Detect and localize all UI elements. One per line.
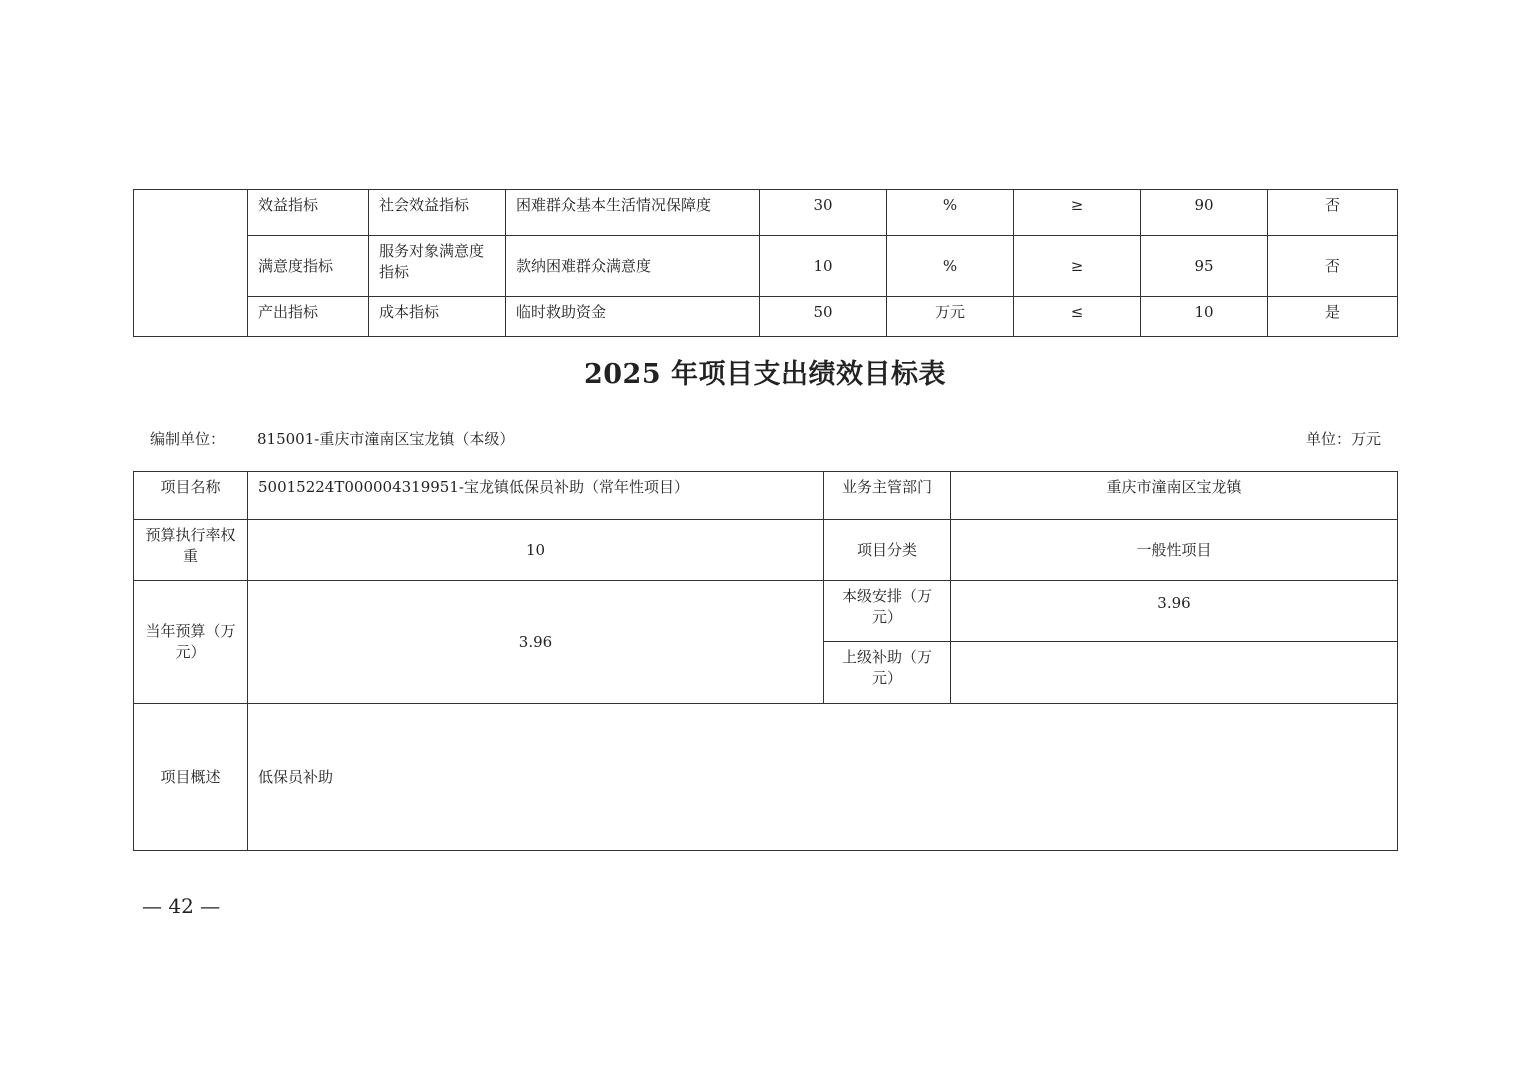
indicator-level2: 服务对象满意度指标 — [369, 236, 506, 297]
indicator-target: 95 — [1141, 236, 1268, 297]
project-row — [134, 704, 1398, 851]
indicator-level3: 困难群众基本生活情况保障度 — [506, 190, 760, 236]
dept-value: 重庆市潼南区宝龙镇 — [951, 472, 1398, 520]
indicator-level1: 效益指标 — [248, 190, 369, 236]
category-label: 项目分类 — [824, 520, 951, 581]
overview-label: 项目概述 — [134, 704, 248, 851]
project-row — [134, 581, 1398, 642]
indicator-weight: 10 — [760, 236, 887, 297]
indicator-level3: 临时救助资金 — [506, 297, 760, 337]
compiling-unit-label: 编制单位： — [150, 430, 226, 448]
compiling-unit-value: 815001-重庆市潼南区宝龙镇（本级） — [257, 430, 515, 448]
weight-value: 10 — [248, 520, 824, 581]
indicator-core-flag: 是 — [1268, 297, 1398, 337]
page-title: 2025 年项目支出绩效目标表 — [583, 359, 947, 390]
budget-label: 当年预算（万元） — [134, 581, 248, 704]
indicator-row — [134, 297, 1398, 337]
blank-cell — [134, 190, 248, 337]
indicator-level1: 产出指标 — [248, 297, 369, 337]
indicator-operator: ≤ — [1014, 297, 1141, 337]
category-value: 一般性项目 — [951, 520, 1398, 581]
dept-label: 业务主管部门 — [824, 472, 951, 520]
indicator-level1: 满意度指标 — [248, 236, 369, 297]
upper-subsidy-label: 上级补助（万元） — [824, 642, 951, 704]
indicator-level2: 成本指标 — [369, 297, 506, 337]
indicator-table — [133, 189, 1398, 337]
indicator-row — [134, 190, 1398, 236]
upper-subsidy-value — [951, 642, 1398, 704]
local-arrangement-label: 本级安排（万元） — [824, 581, 951, 642]
indicator-target: 90 — [1141, 190, 1268, 236]
local-arrangement-value: 3.96 — [951, 581, 1398, 642]
project-row — [134, 472, 1398, 520]
weight-label: 预算执行率权重 — [134, 520, 248, 581]
indicator-unit: % — [887, 190, 1014, 236]
indicator-weight: 30 — [760, 190, 887, 236]
indicator-level2: 社会效益指标 — [369, 190, 506, 236]
currency-unit: 单位：万元 — [1306, 430, 1382, 448]
project-table — [133, 471, 1398, 851]
overview-value: 低保员补助 — [248, 704, 1398, 851]
indicator-level3: 款纳困难群众满意度 — [506, 236, 760, 297]
indicator-weight: 50 — [760, 297, 887, 337]
indicator-row — [134, 236, 1398, 297]
budget-value: 3.96 — [248, 581, 824, 704]
indicator-core-flag: 否 — [1268, 190, 1398, 236]
indicator-core-flag: 否 — [1268, 236, 1398, 297]
indicator-unit: % — [887, 236, 1014, 297]
page-number: — 42 — — [142, 894, 221, 918]
project-name-label: 项目名称 — [134, 472, 248, 520]
indicator-target: 10 — [1141, 297, 1268, 337]
indicator-unit: 万元 — [887, 297, 1014, 337]
indicator-operator: ≥ — [1014, 236, 1141, 297]
project-row — [134, 520, 1398, 581]
indicator-operator: ≥ — [1014, 190, 1141, 236]
project-name-value: 50015224T000004319951-宝龙镇低保员补助（常年性项目） — [248, 472, 824, 520]
